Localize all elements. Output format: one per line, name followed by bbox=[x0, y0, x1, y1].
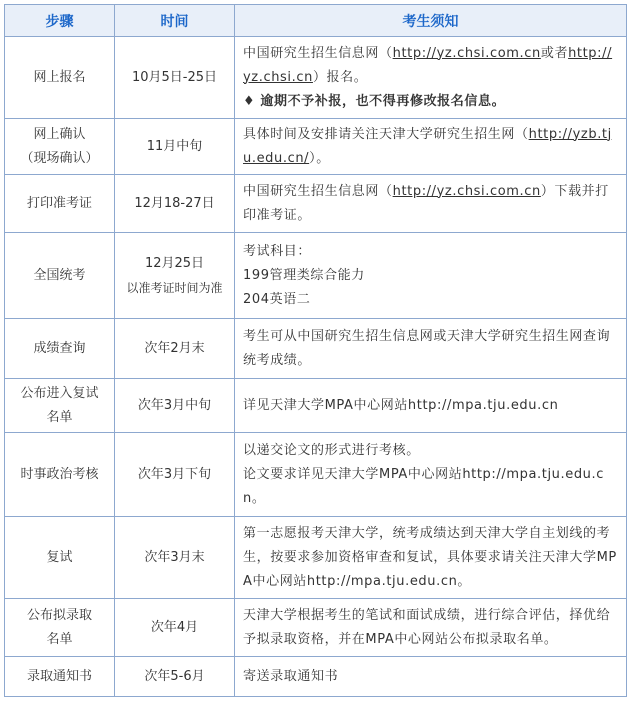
notice-cell bbox=[235, 657, 627, 697]
time-cell bbox=[115, 233, 235, 319]
step-label: 公布拟录取 bbox=[26, 607, 92, 623]
header-time: 时间 bbox=[115, 5, 235, 37]
notice-text: 中国研究生招生信息网（http://yz.chsi.com.cn或者http://yz.chsi.cn）报名。 bbox=[243, 45, 613, 85]
step-label: 打印准考证 bbox=[26, 195, 92, 211]
step-label: 录取通知书 bbox=[26, 668, 92, 684]
time-cell bbox=[115, 599, 235, 657]
time-label: 次年3月中旬 bbox=[137, 397, 212, 413]
notice-text: 考试科目： bbox=[243, 243, 312, 259]
table-row bbox=[5, 319, 627, 379]
time-label: 11月中旬 bbox=[146, 138, 203, 154]
notice-cell bbox=[235, 233, 627, 319]
header-step: 步骤 bbox=[5, 5, 115, 37]
step-cell bbox=[5, 379, 115, 433]
notice-cell bbox=[235, 379, 627, 433]
step-label: 名单 bbox=[46, 631, 73, 647]
table-row bbox=[5, 37, 627, 119]
table-row bbox=[5, 175, 627, 233]
notice-link[interactable]: http://yzb.tju.edu.cn/ bbox=[243, 126, 612, 166]
step-cell bbox=[5, 599, 115, 657]
notice-cell bbox=[235, 175, 627, 233]
time-cell bbox=[115, 379, 235, 433]
time-label: 次年5-6月 bbox=[144, 668, 205, 684]
time-cell bbox=[115, 119, 235, 175]
time-note: 以准考证时间为准 bbox=[126, 280, 223, 295]
header-notice: 考生须知 bbox=[235, 5, 627, 37]
step-label: 网上报名 bbox=[33, 69, 86, 85]
step-cell bbox=[5, 517, 115, 599]
notice-link[interactable]: http://yz.chsi.cn bbox=[243, 45, 613, 85]
step-cell bbox=[5, 37, 115, 119]
time-cell bbox=[115, 37, 235, 119]
table-row bbox=[5, 433, 627, 517]
time-label: 12月25日 bbox=[144, 255, 205, 271]
notice-link[interactable]: http://yz.chsi.com.cn bbox=[392, 183, 541, 199]
notice-text: 204英语二 bbox=[243, 291, 311, 307]
time-cell bbox=[115, 175, 235, 233]
table-row bbox=[5, 233, 627, 319]
step-cell bbox=[5, 433, 115, 517]
notice-text: 第一志愿报考天津大学，统考成绩达到天津大学自主划线的考生，按要求参加资格审查和复试，具体要求请关注天津大学MPA中心网站http://mpa.tju.edu.cn。 bbox=[243, 525, 617, 589]
step-label: 公布进入复试 bbox=[20, 385, 99, 401]
time-cell bbox=[115, 433, 235, 517]
time-label: 次年2月末 bbox=[144, 340, 205, 356]
notice-text: 寄送录取通知书 bbox=[243, 668, 339, 684]
step-label: 成绩查询 bbox=[33, 340, 86, 356]
notice-text: 天津大学根据考生的笔试和面试成绩，进行综合评估，择优给予拟录取资格，并在MPA中心网站公布拟录取名单。 bbox=[243, 607, 611, 647]
notice-text: 论文要求详见天津大学MPA中心网站http://mpa.tju.edu.cn。 bbox=[243, 466, 605, 506]
time-label: 12月18-27日 bbox=[134, 195, 215, 211]
notice-cell bbox=[235, 319, 627, 379]
notice-cell bbox=[235, 37, 627, 119]
notice-text: 中国研究生招生信息网（http://yz.chsi.com.cn）下载并打印准考证。 bbox=[243, 183, 609, 223]
time-label: 次年4月 bbox=[150, 619, 199, 635]
step-label: 网上确认 bbox=[33, 126, 86, 142]
step-cell bbox=[5, 657, 115, 697]
notice-cell bbox=[235, 433, 627, 517]
table-row bbox=[5, 599, 627, 657]
notice-text: 以递交论文的形式进行考核。 bbox=[243, 442, 420, 458]
header-row bbox=[5, 5, 627, 37]
schedule-table bbox=[4, 4, 627, 697]
step-label: 复试 bbox=[46, 549, 73, 565]
notice-text: 详见天津大学MPA中心网站http://mpa.tju.edu.cn bbox=[243, 397, 559, 413]
table-row bbox=[5, 119, 627, 175]
step-cell bbox=[5, 119, 115, 175]
step-cell bbox=[5, 319, 115, 379]
time-label: 10月5日-25日 bbox=[131, 69, 218, 85]
time-label: 次年3月末 bbox=[144, 549, 205, 565]
step-cell bbox=[5, 233, 115, 319]
time-cell bbox=[115, 657, 235, 697]
step-cell bbox=[5, 175, 115, 233]
table-row bbox=[5, 379, 627, 433]
notice-text: ♦ 逾期不予补报，也不得再修改报名信息。 bbox=[243, 93, 506, 109]
step-label: 全国统考 bbox=[33, 267, 86, 283]
step-label: 时事政治考核 bbox=[20, 466, 99, 482]
table-row bbox=[5, 657, 627, 697]
notice-cell bbox=[235, 119, 627, 175]
time-cell bbox=[115, 517, 235, 599]
step-label: 名单 bbox=[46, 409, 73, 425]
notice-text: 考生可从中国研究生招生信息网或天津大学研究生招生网查询统考成绩。 bbox=[243, 328, 611, 368]
notice-text: 199管理类综合能力 bbox=[243, 267, 365, 283]
table-row bbox=[5, 517, 627, 599]
step-label: （现场确认） bbox=[20, 150, 99, 166]
notice-cell bbox=[235, 599, 627, 657]
notice-cell bbox=[235, 517, 627, 599]
time-label: 次年3月下旬 bbox=[137, 466, 212, 482]
notice-text: 具体时间及安排请关注天津大学研究生招生网（http://yzb.tju.edu.cn/）。 bbox=[243, 126, 612, 166]
time-cell bbox=[115, 319, 235, 379]
notice-link[interactable]: http://yz.chsi.com.cn bbox=[392, 45, 541, 61]
